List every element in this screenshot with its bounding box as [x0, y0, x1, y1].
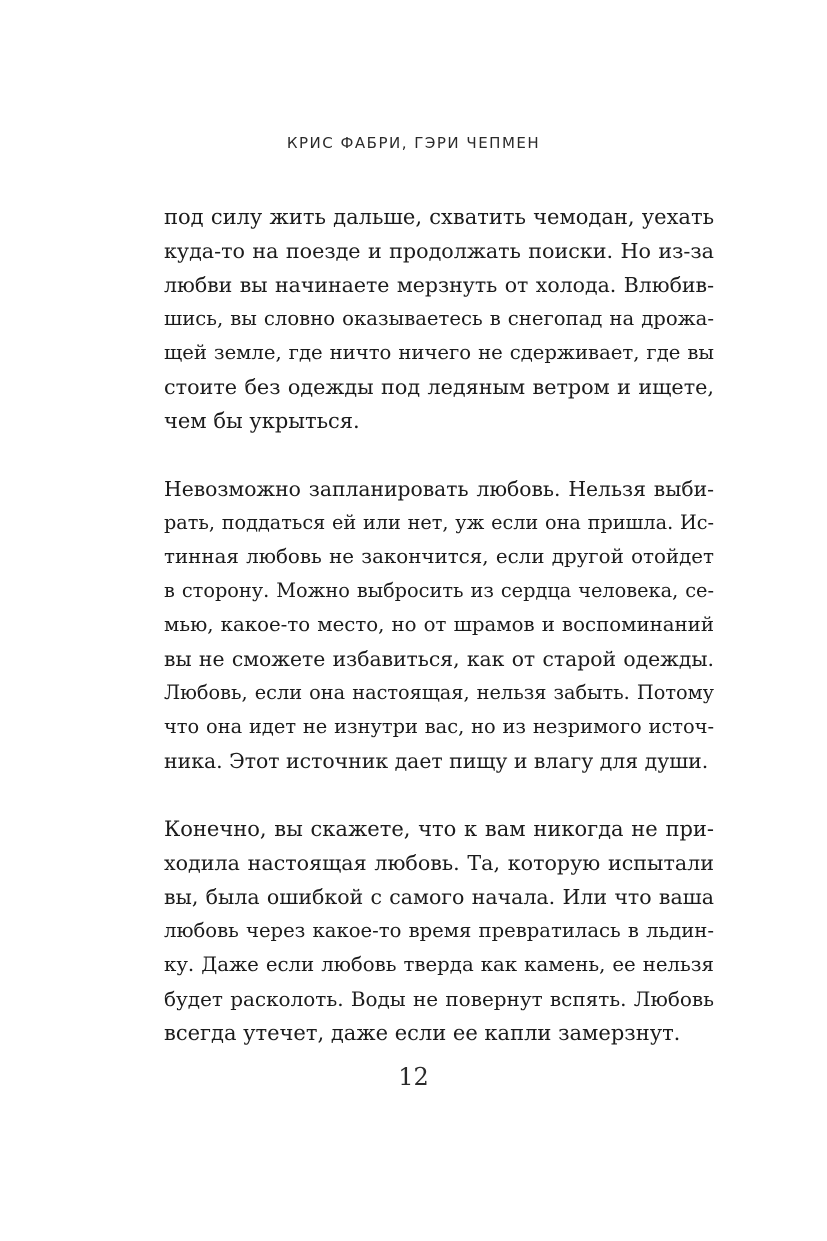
text-line: ку. Даже если любовь тверда как камень, ее нельзя: [164, 953, 714, 976]
paragraph-spacer: [164, 438, 714, 472]
text-line: чем бы укрыться.: [164, 409, 360, 433]
running-head-authors: КРИС ФАБРИ, ГЭРИ ЧЕПМЕН: [286, 134, 541, 152]
text-line: шись, вы словно оказываетесь в снегопад на дрожа-: [164, 307, 714, 330]
page-number: 12: [398, 1063, 429, 1091]
text-line: куда-то на поезде и продолжать поиски. Но из-за: [164, 239, 714, 263]
text-line: любви вы начинаете мерзнуть от холода. Влюбив-: [164, 273, 714, 297]
text-line: тинная любовь не закончится, если другой отойдет: [164, 545, 714, 568]
text-line: любовь через какое-то время превратилась в льдин-: [164, 919, 714, 942]
body-text: [164, 200, 714, 1050]
paragraph-spacer: [164, 778, 714, 812]
text-line: ходила настоящая любовь. Та, которую испытали: [164, 851, 714, 875]
text-line: под силу жить дальше, схватить чемодан, уехать: [164, 205, 714, 229]
text-line: что она идет не изнутри вас, но из незримого источ-: [164, 715, 714, 738]
text-line: вы, была ошибкой с самого начала. Или что ваша: [164, 885, 714, 909]
text-line: ника. Этот источник дает пищу и влагу для души.: [164, 749, 709, 773]
paragraph-1: [164, 200, 714, 438]
paragraph-3: [164, 812, 714, 1050]
text-line: щей земле, где ничто ничего не сдерживает, где вы: [164, 341, 714, 364]
text-line: Конечно, вы скажете, что к вам никогда не при-: [164, 817, 714, 841]
text-line: стоите без одежды под ледяным ветром и ищете,: [164, 375, 714, 399]
text-line: Любовь, если она настоящая, нельзя забыть. Потому: [164, 681, 714, 704]
text-line: вы не сможете избавиться, как от старой одежды.: [164, 647, 714, 671]
text-line: всегда утечет, даже если ее капли замерзнут.: [164, 1021, 681, 1045]
text-line: рать, поддаться ей или нет, уж если она пришла. Ис-: [164, 511, 714, 534]
text-line: Невозможно запланировать любовь. Нельзя выби-: [164, 477, 714, 501]
text-line: мью, какое-то место, но от шрамов и воспоминаний: [164, 613, 714, 636]
text-line: в сторону. Можно выбросить из сердца человека, се-: [164, 579, 714, 602]
paragraph-2: [164, 472, 714, 778]
text-line: будет расколоть. Воды не повернут вспять. Любовь: [164, 987, 714, 1011]
